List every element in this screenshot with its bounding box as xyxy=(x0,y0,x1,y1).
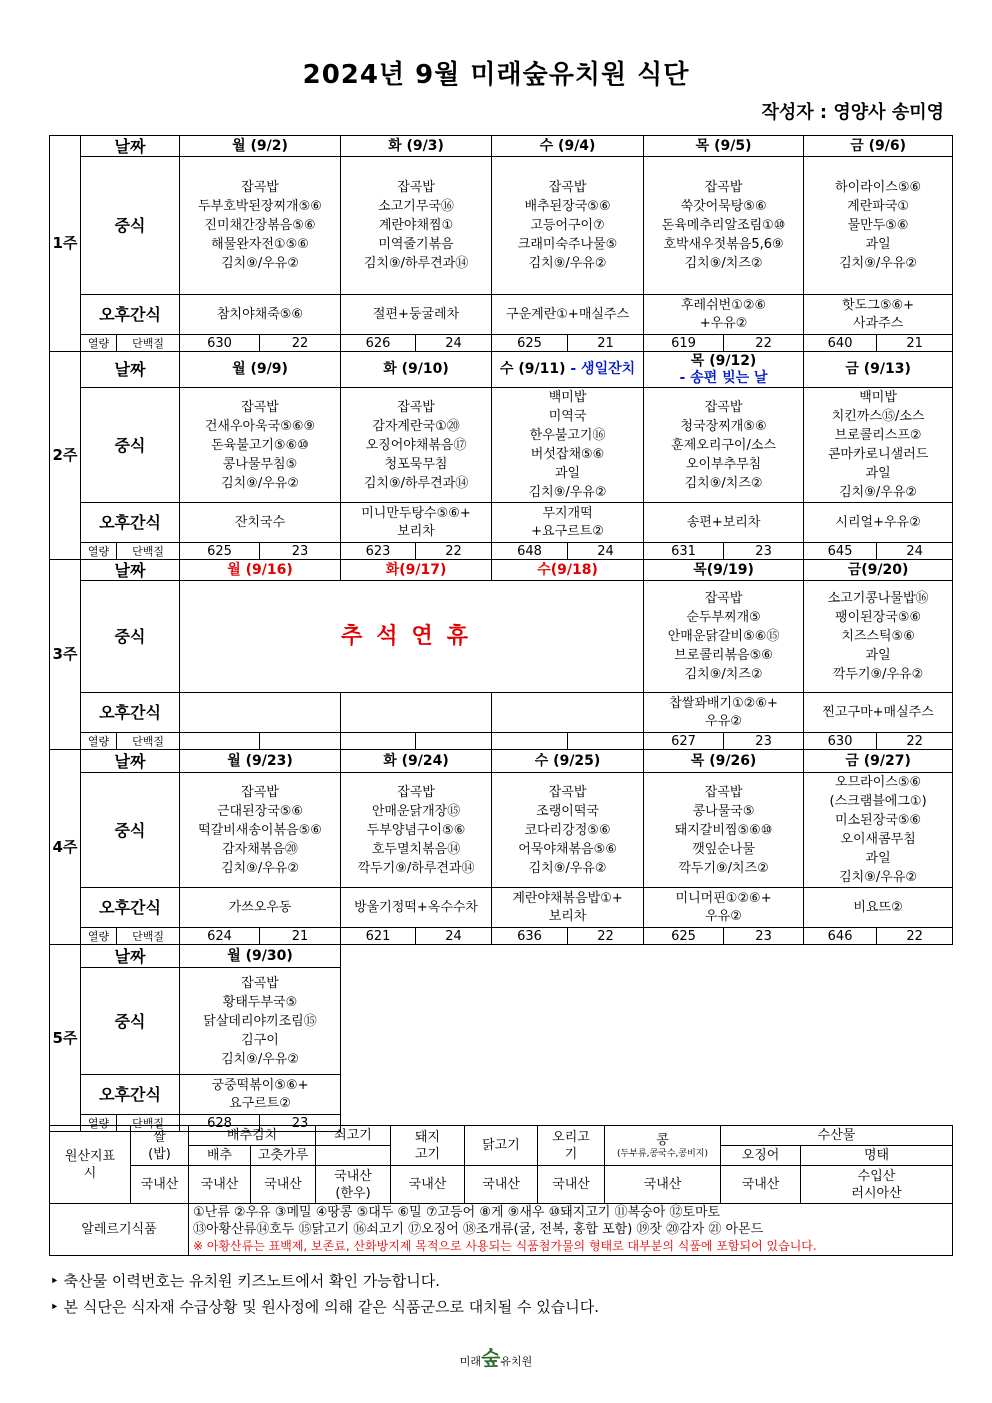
origin-beef-blank xyxy=(316,1146,391,1166)
origin-pepper-value: 국내산 xyxy=(251,1166,316,1204)
origin-pollack-header: 명태 xyxy=(801,1146,953,1166)
origin-squid-header: 오징어 xyxy=(721,1146,801,1166)
snack-menu: 무지개떡 +요구르트② xyxy=(492,503,644,543)
day-date xyxy=(644,352,804,388)
snack-menu: 절편+둥굴레차 xyxy=(341,295,492,335)
menu-table xyxy=(49,135,953,1132)
snack-menu: 핫도그⑤⑥+ 사과주스 xyxy=(804,295,953,335)
allergy-line-2: ⑬아황산류⑭호두 ⑮닭고기 ⑯쇠고기 ⑰오징어 ⑱조개류(굴, 전복, 홍합 포함) ⑲잣 ⑳감자 ㉑ 아몬드 xyxy=(193,1222,764,1237)
day-date xyxy=(492,352,644,388)
protein-value xyxy=(416,733,492,750)
lunch-menu: 소고기콩나물밥⑯ 팽이된장국⑤⑥ 치즈스틱⑤⑥ 과일 깍두기⑨/우유② xyxy=(804,581,953,693)
protein-value: 22 xyxy=(568,928,644,945)
note-1: ‣ 축산물 이력번호는 유치원 키즈노트에서 확인 가능합니다. xyxy=(50,1272,440,1290)
protein-value: 21 xyxy=(877,335,953,352)
origin-duck-value: 국내산 xyxy=(538,1166,605,1204)
origin-table xyxy=(49,1125,953,1256)
day-date: 화 (9/10) xyxy=(341,352,492,388)
kindergarten-logo: 미래숲유치원 xyxy=(459,1346,533,1370)
protein-label: 단백질 xyxy=(117,1115,180,1132)
origin-label: 원산지표시 xyxy=(50,1126,131,1204)
calorie-label: 열량 xyxy=(81,543,117,560)
day-date: 화(9/17) xyxy=(341,560,492,581)
calorie-value: 645 xyxy=(804,543,877,560)
lunch-menu: 잡곡밥 조랭이떡국 코다리강정⑤⑥ 어묵야채볶음⑤⑥ 김치⑨/우유② xyxy=(492,773,644,888)
calorie-value: 625 xyxy=(644,928,724,945)
origin-chicken-header: 닭고기 xyxy=(465,1126,538,1166)
origin-squid-value: 국내산 xyxy=(721,1166,801,1204)
snack-menu: 참치야채죽⑤⑥ xyxy=(180,295,341,335)
page-title: 2024년 9월 미래숲유치원 식단 xyxy=(302,60,690,90)
snack-menu: 방울기정떡+옥수수차 xyxy=(341,888,492,928)
origin-beef-header: 쇠고기 xyxy=(316,1126,391,1146)
snack-menu: 궁중떡볶이⑤⑥+ 요구르트② xyxy=(180,1075,341,1115)
lunch-menu: 잡곡밥 소고기무국⑯ 계란야채찜① 미역줄기볶음 김치⑨/하루견과⑭ xyxy=(341,157,492,295)
lunch-label: 중식 xyxy=(81,157,180,295)
protein-value: 23 xyxy=(724,543,804,560)
day-name: 목 (9/12) xyxy=(690,352,757,369)
protein-value: 23 xyxy=(724,928,804,945)
week-label: 2주 xyxy=(50,352,81,560)
calorie-value: 619 xyxy=(644,335,724,352)
protein-value: 22 xyxy=(877,928,953,945)
event-label: - 송편 빚는 날 xyxy=(679,369,768,386)
protein-label: 단백질 xyxy=(117,543,180,560)
day-date: 목(9/19) xyxy=(644,560,804,581)
week-label: 3주 xyxy=(50,560,81,750)
snack-menu: 송편+보리차 xyxy=(644,503,804,543)
holiday-banner: 추석연휴 xyxy=(180,581,644,693)
protein-value: 21 xyxy=(260,928,341,945)
author-line: 작성자 : 영양사 송미영 xyxy=(761,102,944,123)
calorie-value: 624 xyxy=(180,928,260,945)
day-date: 월 (9/16) xyxy=(180,560,341,581)
snack-menu: 잔치국수 xyxy=(180,503,341,543)
origin-bean-header: 콩 (두부류,콩국수,콩비지) xyxy=(605,1126,721,1166)
snack-menu: 시리얼+우유② xyxy=(804,503,953,543)
origin-beef-value: 국내산 (한우) xyxy=(316,1166,391,1204)
calorie-value xyxy=(180,733,260,750)
protein-value: 23 xyxy=(260,1115,341,1132)
lunch-menu: 잡곡밥 감자계란국①⑳ 오징어야채볶음⑰ 청포묵무침 김치⑨/하루견과⑭ xyxy=(341,388,492,503)
calorie-value xyxy=(341,733,416,750)
origin-chicken-value: 국내산 xyxy=(465,1166,538,1204)
calorie-value xyxy=(492,733,568,750)
calorie-value: 625 xyxy=(492,335,568,352)
protein-value xyxy=(568,733,644,750)
calorie-value: 626 xyxy=(341,335,416,352)
calorie-value: 627 xyxy=(644,733,724,750)
allergy-warning: ※ 아황산류는 표백제, 보존료, 산화방지제 목적으로 사용되는 식품첨가물의 형태로 대부분의 식품에 포함되어 있습니다. xyxy=(193,1239,817,1253)
lunch-menu: 잡곡밥 두부호박된장찌개⑤⑥ 진미채간장볶음⑤⑥ 해물완자전①⑤⑥ 김치⑨/우유② xyxy=(180,157,341,295)
snack-label: 오후간식 xyxy=(81,295,180,335)
snack-menu: 계란야채볶음밥①+ 보리차 xyxy=(492,888,644,928)
origin-pollack-value: 수입산 러시아산 xyxy=(801,1166,953,1204)
calorie-value: 648 xyxy=(492,543,568,560)
snack-menu: 찹쌀꽈배기①②⑥+ 우유② xyxy=(644,693,804,733)
allergy-label: 알레르기식품 xyxy=(50,1204,189,1256)
lunch-menu: 백미밥 미역국 한우불고기⑯ 버섯잡채⑤⑥ 과일 김치⑨/우유② xyxy=(492,388,644,503)
origin-seafood-header: 수산물 xyxy=(721,1126,953,1146)
calorie-label: 열량 xyxy=(81,733,117,750)
week-label: 4주 xyxy=(50,750,81,945)
origin-kimchi-header: 배추김치 xyxy=(189,1126,316,1146)
snack-menu: 구운계란①+매실주스 xyxy=(492,295,644,335)
protein-value: 21 xyxy=(568,335,644,352)
protein-label: 단백질 xyxy=(117,733,180,750)
day-date: 월 (9/9) xyxy=(180,352,341,388)
lunch-menu: 잡곡밥 근대된장국⑤⑥ 떡갈비새송이볶음⑤⑥ 감자채볶음⑳ 김치⑨/우유② xyxy=(180,773,341,888)
lunch-menu: 오므라이스⑤⑥ (스크램블에그①) 미소된장국⑤⑥ 오이새콤무침 과일 김치⑨/우유② xyxy=(804,773,953,888)
week-label: 1주 xyxy=(50,136,81,352)
day-date: 화 (9/3) xyxy=(341,136,492,157)
origin-rice-header: 쌀 (밥) xyxy=(131,1126,189,1166)
snack-label: 오후간식 xyxy=(81,888,180,928)
day-date: 금 (9/6) xyxy=(804,136,953,157)
date-label: 날짜 xyxy=(81,945,180,968)
origin-cabbage-value: 국내산 xyxy=(189,1166,251,1204)
day-name: 수 (9/11) xyxy=(499,361,566,377)
origin-pork-value: 국내산 xyxy=(391,1166,465,1204)
calorie-value: 630 xyxy=(804,733,877,750)
date-label: 날짜 xyxy=(81,352,180,388)
calorie-value: 625 xyxy=(180,543,260,560)
snack-menu: 찐고구마+매실주스 xyxy=(804,693,953,733)
date-label: 날짜 xyxy=(81,136,180,157)
lunch-label: 중식 xyxy=(81,388,180,503)
allergy-list xyxy=(189,1204,953,1256)
day-date: 월 (9/2) xyxy=(180,136,341,157)
origin-rice-value: 국내산 xyxy=(131,1166,189,1204)
protein-value: 24 xyxy=(568,543,644,560)
date-label: 날짜 xyxy=(81,560,180,581)
note-2: ‣ 본 식단은 식자재 수급상황 및 원사정에 의해 같은 식품군으로 대치될 수 있습니다. xyxy=(50,1298,600,1316)
day-date: 수(9/18) xyxy=(492,560,644,581)
date-label: 날짜 xyxy=(81,750,180,773)
lunch-menu: 잡곡밥 쑥갓어묵탕⑤⑥ 돈육메추리알조림①⑩ 호박새우젓볶음5,6⑨ 김치⑨/치즈② xyxy=(644,157,804,295)
snack-menu xyxy=(180,693,341,733)
lunch-menu: 잡곡밥 건새우아욱국⑤⑥⑨ 돈육불고기⑤⑥⑩ 콩나물무침⑤ 김치⑨/우유② xyxy=(180,388,341,503)
protein-value: 22 xyxy=(260,335,341,352)
lunch-menu: 잡곡밥 배추된장국⑤⑥ 고등어구이⑦ 크래미숙주나물⑤ 김치⑨/우유② xyxy=(492,157,644,295)
lunch-label: 중식 xyxy=(81,773,180,888)
origin-cabbage-header: 배추 xyxy=(189,1146,251,1166)
calorie-label: 열량 xyxy=(81,335,117,352)
lunch-menu: 잡곡밥 콩나물국⑤ 돼지갈비찜⑤⑥⑩ 깻잎순나물 깍두기⑨/치즈② xyxy=(644,773,804,888)
allergy-line-1: ①난류 ②우유 ③메밀 ④땅콩 ⑤대두 ⑥밀 ⑦고등어 ⑧게 ⑨새우 ⑩돼지고기 ⑪복숭아 ⑫토마토 xyxy=(193,1205,721,1220)
calorie-label: 열량 xyxy=(81,1115,117,1132)
protein-value: 23 xyxy=(260,543,341,560)
snack-menu xyxy=(341,693,492,733)
calorie-value: 623 xyxy=(341,543,416,560)
lunch-menu: 잡곡밥 황태두부국⑤ 닭살데리야끼조림⑮ 김구이 김치⑨/우유② xyxy=(180,968,341,1075)
snack-menu: 비요뜨② xyxy=(804,888,953,928)
snack-menu: 미니만두탕수⑤⑥+ 보리차 xyxy=(341,503,492,543)
protein-value: 22 xyxy=(877,733,953,750)
calorie-label: 열량 xyxy=(81,928,117,945)
snack-menu: 가쓰오우동 xyxy=(180,888,341,928)
week-label: 5주 xyxy=(50,945,81,1132)
snack-label: 오후간식 xyxy=(81,503,180,543)
protein-value: 24 xyxy=(416,335,492,352)
day-date: 수 (9/4) xyxy=(492,136,644,157)
snack-label: 오후간식 xyxy=(81,1075,180,1115)
protein-label: 단백질 xyxy=(117,335,180,352)
calorie-value: 621 xyxy=(341,928,416,945)
protein-value: 24 xyxy=(877,543,953,560)
calorie-value: 630 xyxy=(180,335,260,352)
day-date: 월 (9/30) xyxy=(180,945,341,968)
event-label: - 생일잔치 xyxy=(570,361,636,377)
origin-bean-value: 국내산 xyxy=(605,1166,721,1204)
day-date: 금 (9/27) xyxy=(804,750,953,773)
day-date: 목 (9/5) xyxy=(644,136,804,157)
calorie-value: 646 xyxy=(804,928,877,945)
snack-menu: 후레쉬번①②⑥ +우유② xyxy=(644,295,804,335)
day-date: 수 (9/25) xyxy=(492,750,644,773)
day-date: 금 (9/13) xyxy=(804,352,953,388)
lunch-menu: 잡곡밥 순두부찌개⑤ 안매운닭갈비⑤⑥⑮ 브로콜리볶음⑤⑥ 김치⑨/치즈② xyxy=(644,581,804,693)
lunch-menu: 하이라이스⑤⑥ 계란파국① 물만두⑤⑥ 과일 김치⑨/우유② xyxy=(804,157,953,295)
lunch-menu: 백미밥 치킨까스⑮/소스 브로콜리스프② 콘마카로니샐러드 과일 김치⑨/우유② xyxy=(804,388,953,503)
calorie-value: 636 xyxy=(492,928,568,945)
protein-label: 단백질 xyxy=(117,928,180,945)
origin-pork-header: 돼지고기 xyxy=(391,1126,465,1166)
day-date: 목 (9/26) xyxy=(644,750,804,773)
day-date: 화 (9/24) xyxy=(341,750,492,773)
snack-menu: 미니머핀①②⑥+ 우유② xyxy=(644,888,804,928)
protein-value: 22 xyxy=(416,543,492,560)
origin-duck-header: 오리고기 xyxy=(538,1126,605,1166)
empty-area xyxy=(341,945,953,1132)
lunch-menu: 잡곡밥 청국장찌개⑤⑥ 훈제오리구이/소스 오이부추무침 김치⑨/치즈② xyxy=(644,388,804,503)
calorie-value: 628 xyxy=(180,1115,260,1132)
lunch-label: 중식 xyxy=(81,968,180,1075)
day-date: 월 (9/23) xyxy=(180,750,341,773)
snack-label: 오후간식 xyxy=(81,693,180,733)
snack-menu xyxy=(492,693,644,733)
protein-value: 24 xyxy=(416,928,492,945)
protein-value: 22 xyxy=(724,335,804,352)
protein-value: 23 xyxy=(724,733,804,750)
lunch-menu: 잡곡밥 안매운닭개장⑮ 두부양념구이⑤⑥ 호두멸치볶음⑭ 깍두기⑨/하루견과⑭ xyxy=(341,773,492,888)
origin-pepper-header: 고춧가루 xyxy=(251,1146,316,1166)
calorie-value: 640 xyxy=(804,335,877,352)
protein-value xyxy=(260,733,341,750)
day-date: 금(9/20) xyxy=(804,560,953,581)
lunch-label: 중식 xyxy=(81,581,180,693)
calorie-value: 631 xyxy=(644,543,724,560)
